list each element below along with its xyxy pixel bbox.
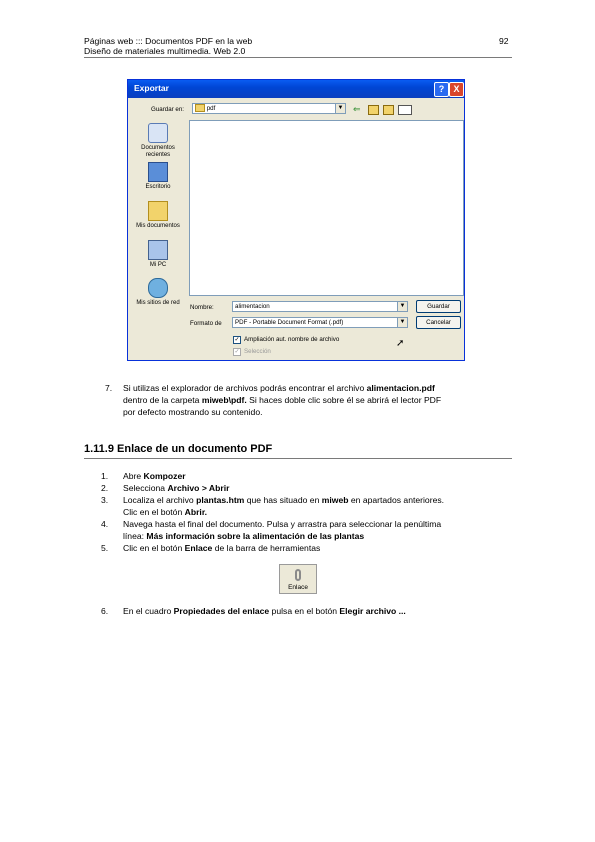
- place-label: Mis documentos: [136, 223, 180, 229]
- step-6-text: En el cuadro Propiedades del enlace pulsa en el botón Elegir archivo ...: [123, 606, 406, 616]
- close-button[interactable]: X: [449, 82, 464, 97]
- selection-label: Selección: [244, 348, 271, 355]
- place-label: Documentos recientes: [141, 145, 175, 158]
- step-1-number: 1.: [101, 471, 109, 481]
- save-button[interactable]: Guardar: [416, 300, 461, 313]
- place-label: Mi PC: [149, 262, 167, 268]
- place-my-pc[interactable]: [132, 240, 184, 269]
- step-3-line-2: Clic en el botón Abrir.: [123, 507, 208, 517]
- section-heading: 1.11.9 Enlace de un documento PDF: [84, 443, 273, 455]
- step-6-number: 6.: [101, 606, 109, 616]
- item-7-number: 7.: [105, 383, 113, 393]
- dialog-title: Exportar: [134, 83, 169, 93]
- save-in-value: pdf: [206, 105, 216, 112]
- view-menu-icon[interactable]: [398, 105, 412, 115]
- file-list[interactable]: [189, 120, 464, 296]
- up-folder-icon[interactable]: [368, 105, 379, 115]
- step-4-line-1: Navega hasta el final del documento. Pulsa y arrastra para seleccionar la penúltima: [123, 519, 442, 529]
- step-2-text: Selecciona Archivo > Abrir: [123, 483, 230, 493]
- item-7-line-2: dentro de la carpeta miweb\pdf. Si haces doble clic sobre él se abrirá el lector PDF: [123, 395, 442, 405]
- step-5-text: Clic en el botón Enlace de la barra de herramientas: [123, 543, 321, 553]
- header-rule: [84, 57, 512, 58]
- help-button[interactable]: ?: [434, 82, 449, 97]
- folder-icon: [195, 104, 205, 112]
- chevron-down-icon[interactable]: ▼: [335, 104, 345, 113]
- place-label: Mis sitios de red: [136, 300, 180, 306]
- desktop-icon: [148, 162, 168, 182]
- step-4-line-2: línea: Más información sobre la alimentación de las plantas: [123, 531, 365, 541]
- selection-checkbox[interactable]: ✓: [234, 349, 240, 355]
- cancel-button[interactable]: Cancelar: [416, 316, 461, 329]
- save-in-label: Guardar en:: [151, 106, 185, 113]
- place-network[interactable]: [132, 278, 184, 307]
- name-value: alimentacion: [235, 303, 270, 310]
- step-4-number: 4.: [101, 519, 109, 529]
- header-line-1: Páginas web ::: Documentos PDF en la web: [84, 36, 253, 46]
- link-chain-icon: [295, 569, 301, 581]
- chevron-down-icon[interactable]: ▼: [397, 302, 407, 311]
- place-my-documents[interactable]: [132, 201, 184, 230]
- new-folder-icon[interactable]: [383, 105, 394, 115]
- step-5-number: 5.: [101, 543, 109, 553]
- page-number: 92: [499, 36, 509, 46]
- enlace-toolbar-button[interactable]: [279, 564, 317, 594]
- item-7-line-3: por defecto mostrando su contenido.: [123, 407, 263, 417]
- mouse-cursor-icon: ➚: [396, 338, 405, 349]
- format-label: Formato de: [190, 320, 222, 327]
- recent-documents-icon: [148, 123, 168, 143]
- auto-extension-label: Ampliación aut. nombre de archivo: [244, 336, 340, 343]
- format-value: PDF - Portable Document Format (.pdf): [235, 319, 344, 326]
- step-2-number: 2.: [101, 483, 109, 493]
- back-arrow-icon[interactable]: ⇐: [353, 104, 361, 114]
- header-line-2: Diseño de materiales multimedia. Web 2.0: [84, 46, 246, 56]
- enlace-label: Enlace: [288, 584, 308, 591]
- place-label: Escritorio: [145, 184, 171, 190]
- auto-extension-checkbox[interactable]: ✓: [234, 337, 240, 343]
- my-pc-icon: [148, 240, 168, 260]
- place-recent-documents[interactable]: [132, 123, 184, 159]
- chevron-down-icon[interactable]: ▼: [397, 318, 407, 327]
- name-label: Nombre:: [190, 304, 214, 311]
- item-7-line-1: Si utilizas el explorador de archivos podrás encontrar el archivo alimentacion.pdf: [123, 383, 435, 393]
- name-input[interactable]: [232, 301, 408, 312]
- save-in-combo[interactable]: [192, 103, 346, 114]
- step-3-number: 3.: [101, 495, 109, 505]
- my-documents-icon: [148, 201, 168, 221]
- place-desktop[interactable]: [132, 162, 184, 191]
- export-dialog: [127, 79, 465, 361]
- dialog-titlebar: [128, 80, 464, 98]
- step-1-text: Abre Kompozer: [123, 471, 186, 481]
- section-rule: [84, 458, 512, 459]
- step-3-line-1: Localiza el archivo plantas.htm que has situado en miweb en apartados anteriores.: [123, 495, 445, 505]
- format-select[interactable]: [232, 317, 408, 328]
- network-icon: [148, 278, 168, 298]
